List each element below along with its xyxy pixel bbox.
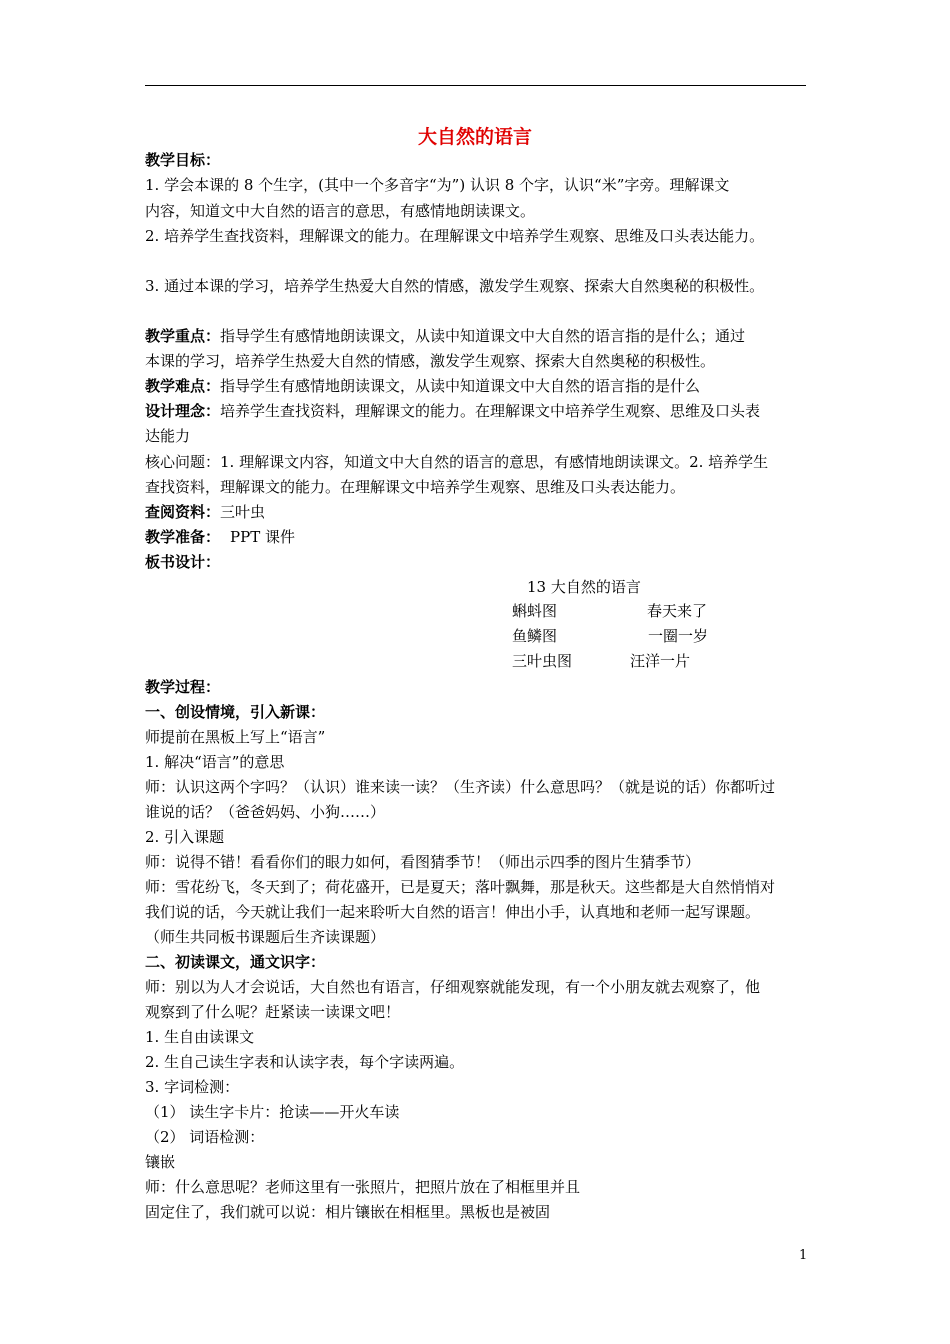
reference (145, 502, 265, 522)
process-p3: 师：认识这两个字吗？（认识）谁来读一读？（生齐读）什么意思吗？（就是说的话）你都听过 (145, 778, 776, 796)
board-label: 板书设计： (145, 553, 221, 571)
preparation-label: 教学准备： (145, 528, 221, 546)
design-idea-text: 培养学生查找资料，理解课文的能力。在理解课文中培养学生观察、思维及口头表 (220, 402, 761, 420)
process-p8: 我们说的话，今天就让我们一起来聆听大自然的语言！伸出小手，认真地和老师一起写课题。 (145, 903, 761, 921)
objective-1b: 内容，知道文中大自然的语言的意思，有感情地朗读课文。 (145, 202, 536, 220)
process-q10: 固定住了，我们就可以说：相片镶嵌在相框里。黑板也是被固 (145, 1203, 551, 1221)
design-idea-cont: 达能力 (145, 427, 191, 445)
core-question-a: 核心问题：1. 理解课文内容，知道文中大自然的语言的意思，有感情地朗读课文。2. 培养学生 (145, 453, 769, 471)
key-points-cont: 本课的学习，培养学生热爱大自然的情感，激发学生观察、探索大自然奥秘的积极性。 (145, 352, 716, 370)
board-left-2: 鱼鳞图 (512, 627, 558, 645)
process-q4: 2. 生自己读生字表和认读字表，每个字读两遍。 (145, 1053, 465, 1071)
objective-1a: 1. 学会本课的 8 个生字，(其中一个多音字“为”) 认识 8 个字，认识“米”字旁。理解课文 (145, 176, 730, 194)
process-p4: 谁说的话？（爸爸妈妈、小狗……） (145, 803, 386, 821)
design-idea-label: 设计理念： (145, 402, 221, 420)
board-right-3: 汪洋一片 (630, 652, 691, 670)
process-q9: 师：什么意思呢？老师这里有一张照片，把照片放在了相框里并且 (145, 1178, 581, 1196)
board-right-1: 春天来了 (647, 602, 708, 620)
process-p5: 2. 引入课题 (145, 828, 225, 846)
design-idea (145, 401, 760, 421)
header-rule (145, 85, 806, 86)
process-q8: 镶嵌 (145, 1153, 176, 1171)
process-q6: （1） 读生字卡片：抢读——开火车读 (145, 1103, 400, 1121)
core-question-b: 查找资料，理解课文的能力。在理解课文中培养学生观察、思维及口头表达能力。 (145, 478, 686, 496)
process-p2: 1. 解决“语言”的意思 (145, 753, 285, 771)
key-points-label: 教学重点： (145, 327, 221, 345)
process-q2: 观察到了什么呢？赶紧读一读课文吧！ (145, 1003, 401, 1021)
page-number: 1 (799, 1248, 808, 1263)
process-p7: 师：雪花纷飞，冬天到了；荷花盛开，已是夏天；落叶飘舞，那是秋天。这些都是大自然悄悄对 (145, 878, 776, 896)
preparation-text: PPT 课件 (230, 528, 295, 546)
process-q1: 师：别以为人才会说话，大自然也有语言，仔细观察就能发现，有一个小朋友就去观察了，他 (145, 978, 761, 996)
difficulties (145, 376, 700, 396)
process-p6: 师：说得不错！看看你们的眼力如何，看图猜季节！（师出示四季的图片生猜季节） (145, 853, 701, 871)
process-p1: 师提前在黑板上写上“语言” (145, 728, 326, 746)
process-q7: （2） 词语检测： (145, 1128, 265, 1146)
key-points (145, 326, 745, 346)
preparation (145, 527, 295, 547)
board-title: 13 大自然的语言 (527, 578, 641, 596)
reference-label: 查阅资料： (145, 503, 221, 521)
section-2-heading: 二、初读课文，通文识字： (145, 953, 326, 971)
difficulties-text: 指导学生有感情地朗读课文，从读中知道课文中大自然的语言指的是什么 (220, 377, 701, 395)
key-points-text: 指导学生有感情地朗读课文，从读中知道课文中大自然的语言指的是什么；通过 (220, 327, 746, 345)
board-left-3: 三叶虫图 (512, 652, 573, 670)
reference-text: 三叶虫 (220, 503, 266, 521)
objective-3: 3. 通过本课的学习，培养学生热爱大自然的情感，激发学生观察、探索大自然奥秘的积极性。 (145, 277, 765, 295)
objectives-heading: 教学目标： (145, 151, 221, 169)
objective-2: 2. 培养学生查找资料，理解课文的能力。在理解课文中培养学生观察、思维及口头表达能力。 (145, 227, 765, 245)
section-1-heading: 一、创设情境，引入新课： (145, 703, 326, 721)
board-left-1: 蝌蚪图 (512, 602, 558, 620)
process-heading: 教学过程： (145, 678, 221, 696)
board-right-2: 一圈一岁 (648, 627, 709, 645)
difficulties-label: 教学难点： (145, 377, 221, 395)
process-q5: 3. 字词检测： (145, 1078, 240, 1096)
process-p9: （师生共同板书课题后生齐读课题） (145, 928, 386, 946)
process-q3: 1. 生自由读课文 (145, 1028, 255, 1046)
page-title: 大自然的语言 (417, 126, 532, 148)
